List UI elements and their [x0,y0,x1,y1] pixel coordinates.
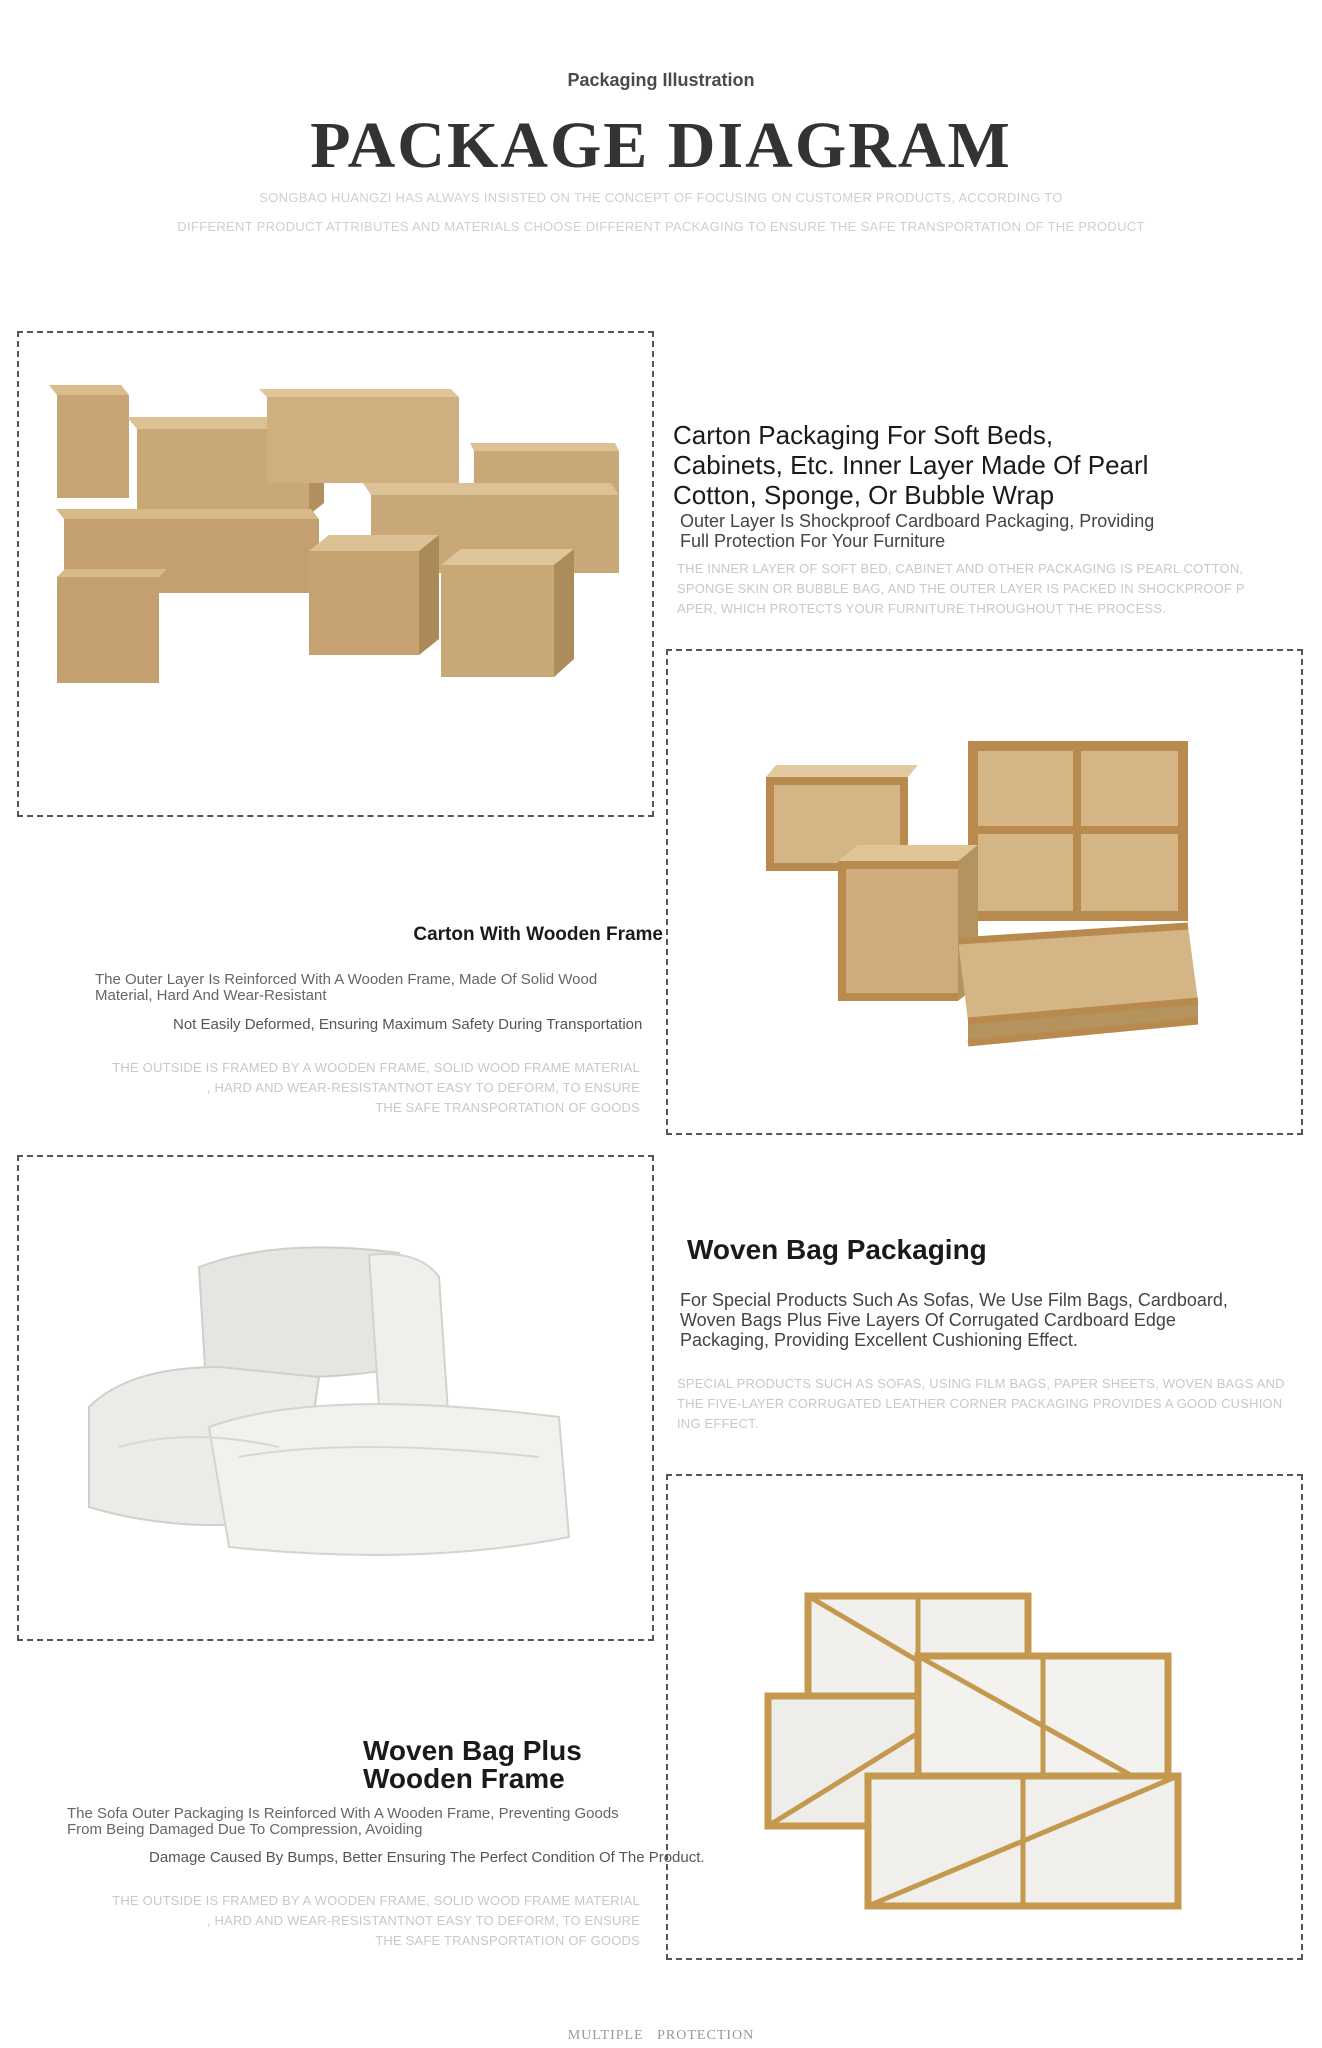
cardboard-box [49,385,129,498]
footer-multiple-protection: MULTIPLE PROTECTION [567,2028,755,2043]
section-2-caption-line: THE OUTSIDE IS FRAMED BY A WOODEN FRAME, SOLID WOOD FRAME MATERIAL [112,1060,640,1075]
cardboard-box [309,535,439,655]
section-4-caption-line: , HARD AND WEAR-RESISTANTNOT EASY TO DEFORM, TO ENSURE [206,1913,640,1928]
section-4-heading [363,1737,663,1793]
section-1-caption-line: SPONGE SKIN OR BUBBLE BAG, AND THE OUTER LAYER IS PACKED IN SHOCKPROOF P [677,581,1245,596]
section-4-body-line: From Being Damaged Due To Compression, Avoiding [67,1821,423,1838]
wooden-frame-cartons-image-frame [666,649,1303,1135]
section-4-body [67,1806,667,1838]
section-2-body-line: The Outer Layer Is Reinforced With A Wooden Frame, Made Of Solid Wood [95,971,598,988]
cardboard-box [441,549,574,677]
section-1-body [680,511,1300,551]
header-subtitle-line-1: SONGBAO HUANGZI HAS ALWAYS INSISTED ON THE CONCEPT OF FOCUSING ON CUSTOMER PRODUCTS, ACCORDING TO [259,190,1063,205]
section-3-body-line: For Special Products Such As Sofas, We Use Film Bags, Cardboard, [680,1290,1228,1310]
cardboard-boxes-illustration [19,333,654,817]
section-3-body-line: Woven Bags Plus Five Layers Of Corrugated Cardboard Edge [680,1310,1176,1330]
section-4-heading-line: Wooden Frame [363,1763,565,1794]
crated-bag [868,1776,1178,1906]
cardboard-box [259,389,459,483]
section-3-caption-line: THE FIVE-LAYER CORRUGATED LEATHER CORNER PACKAGING PROVIDES A GOOD CUSHION [677,1396,1283,1411]
header-kicker: Packaging Illustration [567,70,755,90]
wooden-crate [838,845,978,1001]
section-3-heading: Woven Bag Packaging [687,1234,987,1265]
wooden-crate [968,741,1188,921]
section-1-heading-line: Cotton, Sponge, Or Bubble Wrap [673,480,1055,510]
section-3-caption-line: SPECIAL PRODUCTS SUCH AS SOFAS, USING FILM BAGS, PAPER SHEETS, WOVEN BAGS AND [677,1376,1285,1391]
woven-bag-illustration [19,1157,654,1641]
section-2-caption-line: , HARD AND WEAR-RESISTANTNOT EASY TO DEFORM, TO ENSURE [206,1080,640,1095]
section-2-body-line: Material, Hard And Wear-Resistant [95,987,327,1004]
section-2-heading: Carton With Wooden Frame [413,924,663,945]
wooden-frame-cartons-illustration [668,651,1303,1135]
woven-bag-package [89,1247,569,1555]
wooden-crate [958,926,1198,1043]
section-3-caption-line: ING EFFECT. [677,1416,759,1431]
section-1-body-line: Outer Layer Is Shockproof Cardboard Packaging, Providing [680,511,1155,531]
section-1-heading-line: Carton Packaging For Soft Beds, [673,420,1054,450]
section-2-caption-line: THE SAFE TRANSPORTATION OF GOODS [375,1100,640,1115]
section-4-english-caption [60,1891,640,1951]
header-subtitle-line-2: DIFFERENT PRODUCT ATTRIBUTES AND MATERIALS CHOOSE DIFFERENT PACKAGING TO ENSURE THE SAFE TRANSPORTATION OF THE PRODUCT [177,219,1145,234]
section-4-heading-line: Woven Bag Plus [363,1735,582,1766]
section-2-english-caption [60,1058,640,1118]
section-2-body [95,972,655,1004]
page-title: PACKAGE DIAGRAM [310,109,1012,182]
section-4-body-extra: Damage Caused By Bumps, Better Ensuring The Perfect Condition Of The Product. [149,1849,705,1866]
section-3-body-line: Packaging, Providing Excellent Cushioning Effect. [680,1330,1078,1350]
section-4-body-line: The Sofa Outer Packaging Is Reinforced With A Wooden Frame, Preventing Goods [67,1805,619,1822]
section-3-body [680,1290,1310,1350]
section-3-english-caption [677,1374,1317,1434]
woven-bag-image-frame [17,1155,654,1641]
section-1-caption-line: THE INNER LAYER OF SOFT BED, CABINET AND OTHER PACKAGING IS PEARL COTTON, [677,561,1244,576]
woven-bag-wooden-crate-image-frame [666,1474,1303,1960]
section-1-english-caption [677,559,1317,619]
section-1-caption-line: APER, WHICH PROTECTS YOUR FURNITURE THROUGHOUT THE PROCESS. [677,601,1166,616]
section-4-caption-line: THE OUTSIDE IS FRAMED BY A WOODEN FRAME, SOLID WOOD FRAME MATERIAL [112,1893,640,1908]
cardboard-box [57,569,167,683]
section-2-body-extra: Not Easily Deformed, Ensuring Maximum Safety During Transportation [173,1016,643,1033]
section-1-body-line: Full Protection For Your Furniture [680,531,946,551]
section-4-caption-line: THE SAFE TRANSPORTATION OF GOODS [375,1933,640,1948]
cardboard-boxes-image-frame [17,331,654,817]
section-1-heading [673,420,1293,510]
section-1-heading-line: Cabinets, Etc. Inner Layer Made Of Pearl [673,450,1149,480]
woven-bag-wooden-crate-illustration [668,1476,1303,1960]
